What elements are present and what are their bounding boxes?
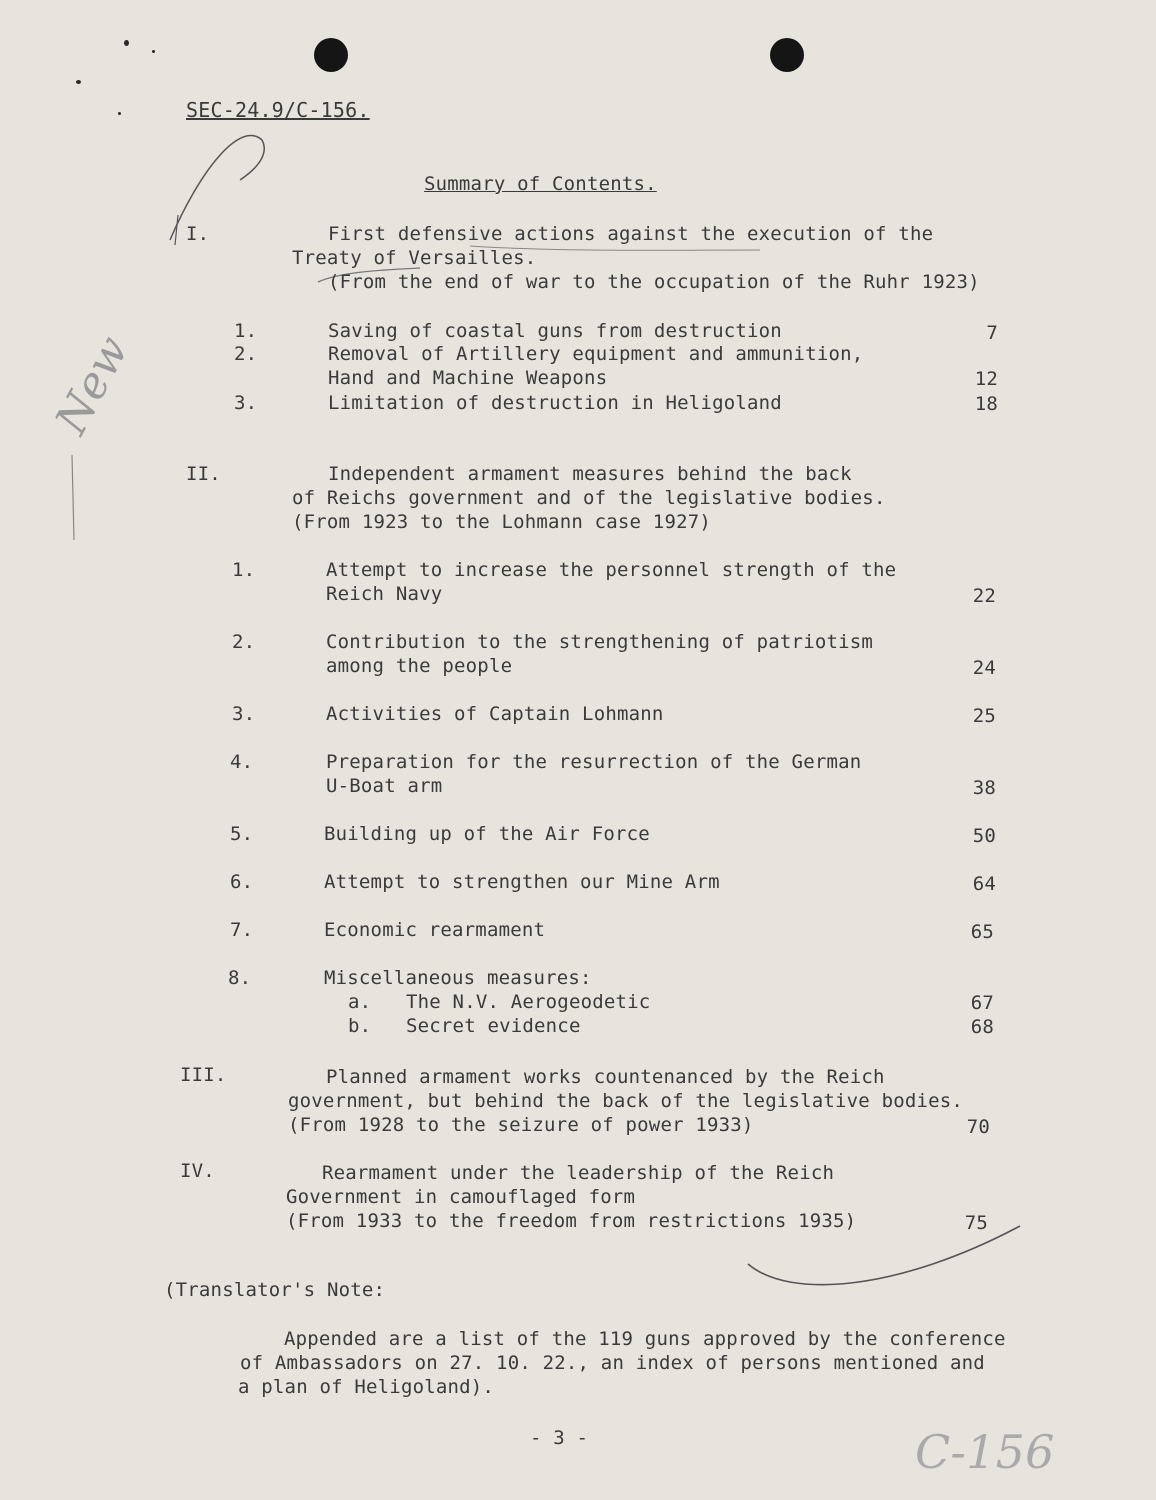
section-page: 75	[964, 1212, 988, 1234]
handwritten-margin-note: New	[45, 327, 139, 443]
section-numeral: III.	[180, 1064, 227, 1086]
section-heading-line: First defensive actions against the execution of the	[328, 223, 934, 245]
section-heading-line: Independent armament measures behind the back	[328, 463, 852, 485]
item-page: 65	[970, 921, 994, 943]
item-text: Economic rearmament	[324, 919, 546, 941]
item-text: Preparation for the resurrection of the German	[326, 751, 862, 773]
item-number: 3.	[232, 703, 256, 725]
page-title: Summary of Contents.	[424, 173, 657, 195]
section-heading-line: (From 1933 to the freedom from restrictions 1935)	[286, 1210, 857, 1232]
section-numeral: II.	[186, 463, 221, 485]
item-text: Hand and Machine Weapons	[328, 367, 608, 389]
translator-note-line: of Ambassadors on 27. 10. 22., an index of persons mentioned and	[240, 1352, 985, 1374]
item-number: 6.	[230, 871, 254, 893]
translator-note-heading: (Translator's Note:	[164, 1279, 386, 1301]
item-text: Attempt to strengthen our Mine Arm	[324, 871, 720, 893]
item-text: Building up of the Air Force	[324, 823, 650, 845]
item-number: 1.	[232, 559, 256, 581]
item-page: 24	[972, 657, 996, 679]
section-heading-line: Government in camouflaged form	[286, 1186, 636, 1208]
item-text: Activities of Captain Lohmann	[326, 703, 664, 725]
item-text: U-Boat arm	[326, 775, 443, 797]
section-heading-line: (From 1928 to the seizure of power 1933)	[288, 1114, 754, 1136]
section-heading-line: Rearmament under the leadership of the Reich	[322, 1162, 835, 1184]
subitem-text: The N.V. Aerogeodetic	[406, 991, 651, 1013]
item-text: Attempt to increase the personnel strength of the	[326, 559, 897, 581]
section-heading-line: (From the end of war to the occupation of the Ruhr 1923)	[328, 271, 980, 293]
section-page: 70	[966, 1116, 990, 1138]
subitem-page: 68	[970, 1016, 994, 1038]
page-number: - 3 -	[530, 1427, 589, 1449]
item-page: 18	[974, 393, 998, 415]
item-page: 25	[972, 705, 996, 727]
item-number: 1.	[234, 320, 258, 342]
section-heading-line: government, but behind the back of the legislative bodies.	[288, 1090, 964, 1112]
section-numeral: IV.	[180, 1160, 215, 1182]
item-text: among the people	[326, 655, 513, 677]
item-number: 8.	[228, 967, 252, 989]
section-heading-line: of Reichs government and of the legislative bodies.	[292, 487, 886, 509]
item-page: 12	[974, 368, 998, 390]
item-page: 7	[986, 322, 998, 344]
item-number: 3.	[234, 392, 258, 414]
item-text: Limitation of destruction in Heligoland	[328, 392, 782, 414]
translator-note-line: Appended are a list of the 119 guns approved by the conference	[284, 1328, 1006, 1350]
subitem-page: 67	[970, 992, 994, 1014]
item-number: 2.	[234, 343, 258, 365]
item-page: 64	[972, 873, 996, 895]
section-numeral: I.	[186, 223, 210, 245]
item-text: Miscellaneous measures:	[324, 967, 592, 989]
item-number: 5.	[230, 823, 254, 845]
item-page: 38	[972, 777, 996, 799]
item-text: Saving of coastal guns from destruction	[328, 320, 782, 342]
section-heading-line: Planned armament works countenanced by the Reich	[326, 1066, 885, 1088]
item-text: Contribution to the strengthening of patriotism	[326, 631, 874, 653]
item-page: 22	[972, 585, 996, 607]
section-heading-line: (From 1923 to the Lohmann case 1927)	[292, 511, 712, 533]
item-text: Reich Navy	[326, 583, 443, 605]
item-page: 50	[972, 825, 996, 847]
item-text: Removal of Artillery equipment and ammunition,	[328, 343, 864, 365]
subitem-letter: a.	[348, 991, 372, 1013]
item-number: 7.	[230, 919, 254, 941]
section-heading-line: Treaty of Versailles.	[292, 247, 537, 269]
document-reference: SEC-24.9/C-156.	[186, 98, 370, 122]
item-number: 2.	[232, 631, 256, 653]
subitem-text: Secret evidence	[406, 1015, 581, 1037]
translator-note-line: a plan of Heligoland).	[238, 1376, 495, 1398]
handwritten-corner-note: C-156	[915, 1425, 1055, 1479]
subitem-letter: b.	[348, 1015, 372, 1037]
item-number: 4.	[230, 751, 254, 773]
